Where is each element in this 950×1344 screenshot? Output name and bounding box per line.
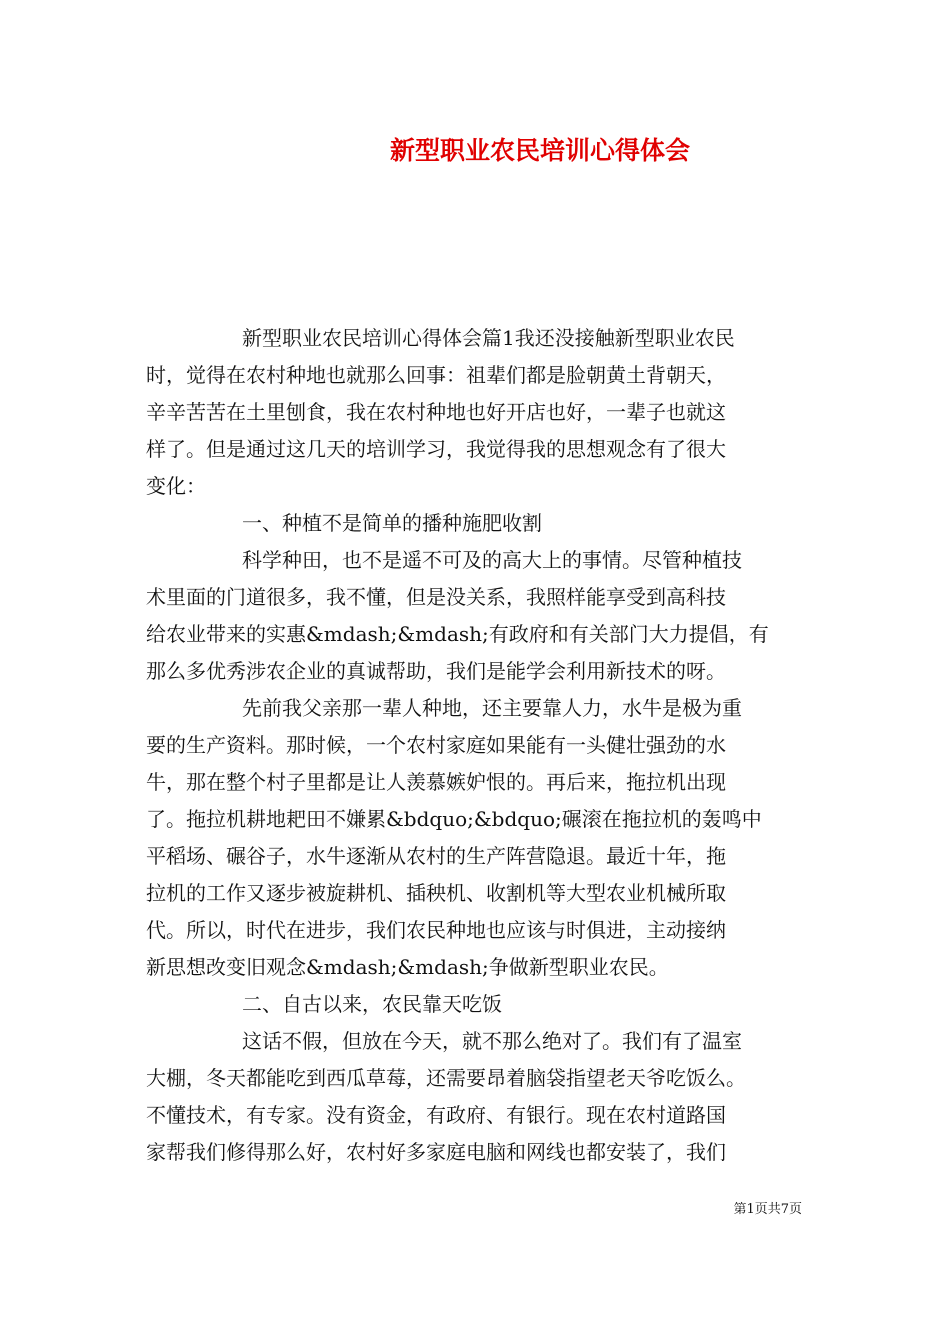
body-line: 二、自古以来，农民靠天吃饭 [242,992,502,1016]
body-line: 平稻场、碾谷子，水牛逐渐从农村的生产阵营隐退。最近十年，拖 [146,844,726,868]
body-line: 那么多优秀涉农企业的真诚帮助，我们是能学会利用新技术的呀。 [146,659,726,683]
document-title: 新型职业农民培训心得体会 [389,136,690,165]
body-line: 代。所以，时代在进步，我们农民种地也应该与时俱进，主动接纳 [146,918,726,942]
body-line: 大棚，冬天都能吃到西瓜草莓，还需要昂着脑袋指望老天爷吃饭么。 [146,1066,746,1090]
body-line: 了。拖拉机耕地耙田不嫌累&bdquo;&bdquo;碾滚在拖拉机的轰鸣中 [146,807,762,831]
body-line: 术里面的门道很多，我不懂，但是没关系，我照样能享受到高科技 [146,585,726,609]
body-line: 牛，那在整个村子里都是让人羡慕嫉妒恨的。再后来，拖拉机出现 [146,770,726,794]
body-line: 时，觉得在农村种地也就那么回事：祖辈们都是脸朝黄土背朝天， [146,363,726,387]
body-line: 样了。但是通过这几天的培训学习，我觉得我的思想观念有了很大 [146,437,726,461]
body-line: 辛辛苦苦在土里刨食，我在农村种地也好开店也好，一辈子也就这 [146,400,726,424]
page-footer: 第1页共7页 [733,1202,802,1217]
body-line: 一、种植不是简单的播种施肥收割 [242,511,542,535]
body-line: 给农业带来的实惠&mdash;&mdash;有政府和有关部门大力提倡，有 [146,622,769,646]
body-line: 这话不假，但放在今天，就不那么绝对了。我们有了温室 [242,1029,742,1053]
body-line: 先前我父亲那一辈人种地，还主要靠人力，水牛是极为重 [242,696,742,720]
body-line: 拉机的工作又逐步被旋耕机、插秧机、收割机等大型农业机械所取 [146,881,726,905]
body-line: 科学种田，也不是遥不可及的高大上的事情。尽管种植技 [242,548,742,572]
body-line: 新思想改变旧观念&mdash;&mdash;争做新型职业农民。 [146,955,669,979]
document-body [146,320,814,1171]
body-line: 新型职业农民培训心得体会篇1我还没接触新型职业农民 [242,326,735,350]
body-line: 变化： [146,474,206,498]
body-line: 家帮我们修得那么好，农村好多家庭电脑和网线也都安装了，我们 [146,1140,726,1164]
body-line: 不懂技术，有专家。没有资金，有政府、有银行。现在农村道路国 [146,1103,726,1127]
body-line: 要的生产资料。那时候，一个农村家庭如果能有一头健壮强劲的水 [146,733,726,757]
